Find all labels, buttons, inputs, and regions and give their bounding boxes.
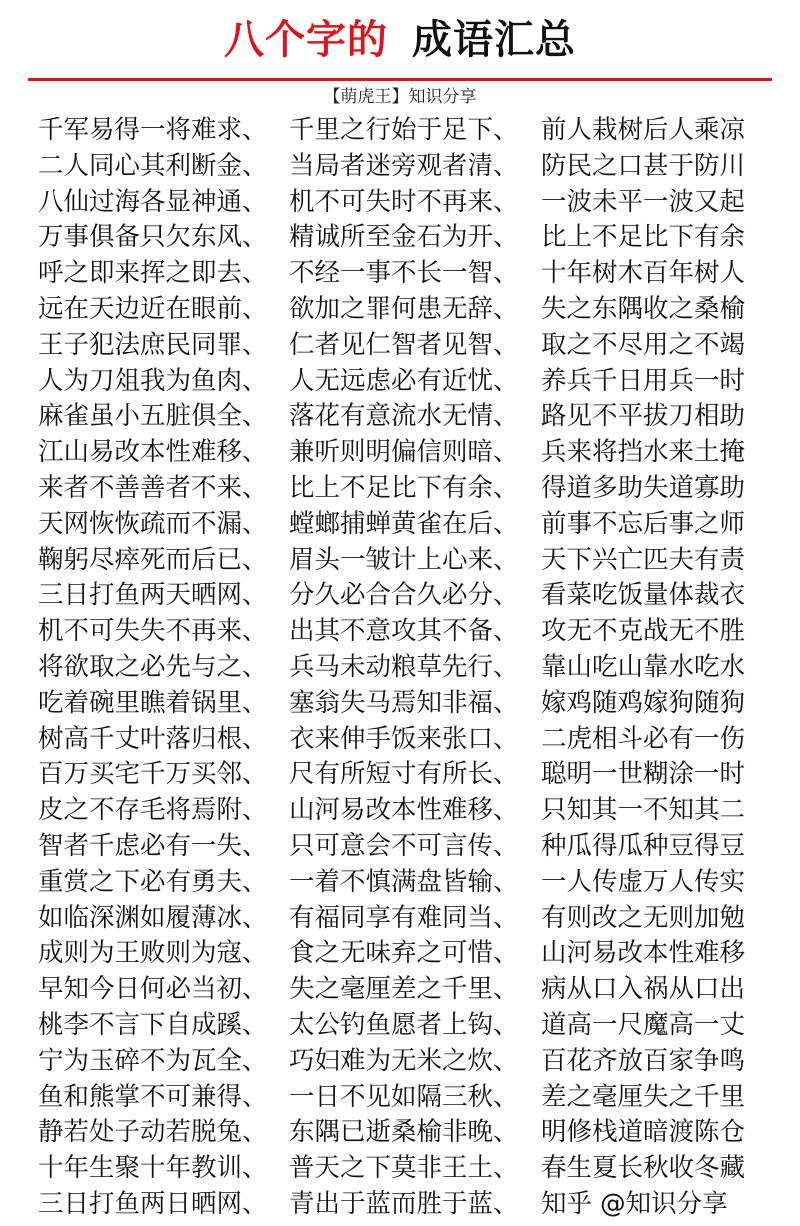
idiom-cell: 吃着碗里瞧着锅里、 (38, 687, 268, 718)
idiom-cell: 攻无不克战无不胜 (541, 616, 746, 647)
idiom-cell: 兵来将挡水来土掩 (541, 437, 746, 468)
idiom-cell: 天网恢恢疏而不漏、 (38, 508, 268, 539)
idiom-cell: 鞠躬尽瘁死而后已、 (38, 544, 268, 575)
idiom-cell: 养兵千日用兵一时 (541, 365, 746, 396)
header (0, 0, 800, 72)
idiom-row (0, 722, 800, 756)
idiom-cell: 万事俱备只欠东风、 (38, 222, 268, 253)
idiom-cell: 种瓜得瓜种豆得豆 (541, 831, 746, 861)
idiom-cell: 呼之即来挥之即去、 (38, 258, 268, 289)
idiom-cell: 青出于蓝而胜于蓝、 (289, 1189, 519, 1219)
idiom-cell: 一波未平一波又起 (541, 186, 746, 217)
idiom-cell: 智者千虑必有一失、 (38, 831, 268, 861)
idiom-cell: 百万买宅千万买邻、 (38, 759, 268, 790)
idiom-cell: 山河易改本性难移 (541, 938, 746, 969)
idiom-row (0, 936, 800, 970)
idiom-cell: 一人传虚万人传实 (541, 866, 746, 897)
idiom-cell: 比上不足比下有余 (541, 222, 746, 253)
idiom-row (0, 1080, 800, 1114)
idiom-row (0, 972, 800, 1006)
idiom-cell: 螳螂捕蝉黄雀在后、 (289, 508, 519, 539)
idiom-row (0, 149, 800, 183)
idiom-row (0, 471, 800, 505)
idiom-cell: 江山易改本性难移、 (38, 437, 268, 468)
idiom-cell: 普天之下莫非王土、 (289, 1153, 519, 1184)
idiom-cell: 机不可失失不再来、 (38, 616, 268, 647)
idiom-cell: 宁为玉碎不为瓦全、 (38, 1045, 268, 1076)
idiom-cell: 山河易改本性难移、 (289, 795, 519, 826)
idiom-cell: 只知其一不知其二 (541, 795, 746, 826)
idiom-cell: 只可意会不可言传、 (289, 831, 519, 861)
idiom-cell: 有则改之无则加勉 (541, 902, 746, 933)
title-main: 成语汇总 (412, 16, 576, 63)
idiom-cell: 如临深渊如履薄冰、 (38, 902, 268, 933)
idiom-cell: 树高千丈叶落归根、 (38, 723, 268, 754)
idiom-row (0, 1151, 800, 1185)
idiom-cell: 将欲取之必先与之、 (38, 652, 268, 682)
idiom-cell: 一日不见如隔三秋、 (289, 1081, 519, 1112)
idiom-row (0, 686, 800, 720)
idiom-cell: 出其不意攻其不备、 (289, 616, 519, 647)
idiom-cell: 前人栽树后人乘凉 (541, 115, 746, 145)
idiom-cell: 眉头一皱计上心来、 (289, 544, 519, 575)
idiom-cell: 嫁鸡随鸡嫁狗随狗 (541, 687, 746, 718)
idiom-cell: 仁者见仁智者见智、 (289, 329, 519, 360)
idiom-cell: 明修栈道暗渡陈仓 (541, 1117, 746, 1148)
idiom-cell: 知乎 @知识分享 (541, 1189, 728, 1219)
idiom-row (0, 399, 800, 433)
idiom-row (0, 220, 800, 254)
idiom-cell: 聪明一世糊涂一时 (541, 759, 746, 790)
idiom-cell: 王子犯法庶民同罪、 (38, 329, 268, 360)
idiom-cell: 千里之行始于足下、 (289, 115, 519, 145)
idiom-cell: 分久必合合久必分、 (289, 580, 519, 611)
idiom-row (0, 578, 800, 612)
idiom-cell: 衣来伸手饭来张口、 (289, 723, 519, 754)
idiom-cell: 兵马未动粮草先行、 (289, 652, 519, 682)
idiom-cell: 鱼和熊掌不可兼得、 (38, 1081, 268, 1112)
idiom-cell: 取之不尽用之不竭 (541, 329, 746, 360)
idiom-cell: 兼听则明偏信则暗、 (289, 437, 519, 468)
idiom-cell: 三日打鱼两日晒网、 (38, 1189, 268, 1219)
idiom-cell: 二虎相斗必有一伤 (541, 723, 746, 754)
idiom-cell: 机不可失时不再来、 (289, 186, 519, 217)
idiom-cell: 靠山吃山靠水吃水 (541, 652, 746, 682)
idiom-row (0, 364, 800, 398)
idiom-cell: 远在天边近在眼前、 (38, 294, 268, 324)
idiom-cell: 十年生聚十年教训、 (38, 1153, 268, 1184)
idiom-row (0, 650, 800, 684)
idiom-cell: 太公钓鱼愿者上钩、 (289, 1010, 519, 1040)
idiom-cell: 皮之不存毛将焉附、 (38, 795, 268, 826)
idiom-cell: 欲加之罪何患无辞、 (289, 294, 519, 324)
idiom-cell: 前事不忘后事之师 (541, 508, 746, 539)
idiom-cell: 人为刀俎我为鱼肉、 (38, 365, 268, 396)
idiom-row (0, 901, 800, 935)
idiom-cell: 落花有意流水无情、 (289, 401, 519, 432)
idiom-cell: 防民之口甚于防川 (541, 150, 746, 181)
idiom-cell: 路见不平拔刀相助 (541, 401, 746, 432)
idiom-grid (0, 113, 800, 1225)
idiom-cell: 得道多助失道寡助 (541, 473, 746, 503)
idiom-cell: 成则为王败则为寇、 (38, 938, 268, 969)
idiom-cell: 比上不足比下有余、 (289, 473, 519, 503)
idiom-row (0, 185, 800, 219)
idiom-row (0, 1115, 800, 1149)
idiom-row (0, 1187, 800, 1221)
idiom-cell: 有福同享有难同当、 (289, 902, 519, 933)
idiom-cell: 看菜吃饭量体裁衣 (541, 580, 746, 611)
idiom-cell: 不经一事不长一智、 (289, 258, 519, 289)
title-highlight: 八个字的 (224, 16, 388, 63)
idiom-cell: 麻雀虽小五脏俱全、 (38, 401, 268, 432)
idiom-row (0, 435, 800, 469)
idiom-cell: 塞翁失马焉知非福、 (289, 687, 519, 718)
idiom-row (0, 1008, 800, 1042)
idiom-row (0, 113, 800, 147)
idiom-row (0, 292, 800, 326)
idiom-cell: 病从口入祸从口出 (541, 974, 746, 1005)
idiom-row (0, 507, 800, 541)
idiom-cell: 当局者迷旁观者清、 (289, 150, 519, 181)
idiom-cell: 道高一尺魔高一丈 (541, 1010, 746, 1040)
idiom-cell: 十年树木百年树人 (541, 258, 746, 289)
idiom-cell: 食之无味弃之可惜、 (289, 938, 519, 969)
idiom-cell: 东隅已逝桑榆非晚、 (289, 1117, 519, 1148)
idiom-cell: 八仙过海各显神通、 (38, 186, 268, 217)
idiom-cell: 二人同心其利断金、 (38, 150, 268, 181)
idiom-cell: 天下兴亡匹夫有责 (541, 544, 746, 575)
idiom-cell: 一着不慎满盘皆输、 (289, 866, 519, 897)
idiom-cell: 百花齐放百家争鸣 (541, 1045, 746, 1076)
idiom-cell: 巧妇难为无米之炊、 (289, 1045, 519, 1076)
idiom-cell: 静若处子动若脱兔、 (38, 1117, 268, 1148)
idiom-cell: 来者不善善者不来、 (38, 473, 268, 503)
idiom-row (0, 865, 800, 899)
idiom-cell: 失之毫厘差之千里、 (289, 974, 519, 1005)
subtitle: 【萌虎王】知识分享 (323, 87, 477, 107)
idiom-row (0, 328, 800, 362)
idiom-cell: 人无远虑必有近忧、 (289, 365, 519, 396)
idiom-cell: 重赏之下必有勇夫、 (38, 866, 268, 897)
idiom-row (0, 757, 800, 791)
idiom-row (0, 543, 800, 577)
idiom-cell: 千军易得一将难求、 (38, 115, 268, 145)
idiom-cell: 尺有所短寸有所长、 (289, 759, 519, 790)
idiom-cell: 三日打鱼两天晒网、 (38, 580, 268, 611)
idiom-cell: 差之毫厘失之千里 (541, 1081, 746, 1112)
idiom-cell: 精诚所至金石为开、 (289, 222, 519, 253)
idiom-cell: 春生夏长秋收冬藏 (541, 1153, 746, 1184)
idiom-row (0, 256, 800, 290)
idiom-row (0, 793, 800, 827)
idiom-cell: 桃李不言下自成蹊、 (38, 1010, 268, 1040)
idiom-cell: 失之东隅收之桑榆 (541, 294, 746, 324)
idiom-row (0, 1044, 800, 1078)
idiom-row (0, 614, 800, 648)
idiom-cell: 早知今日何必当初、 (38, 974, 268, 1005)
idiom-row (0, 829, 800, 863)
